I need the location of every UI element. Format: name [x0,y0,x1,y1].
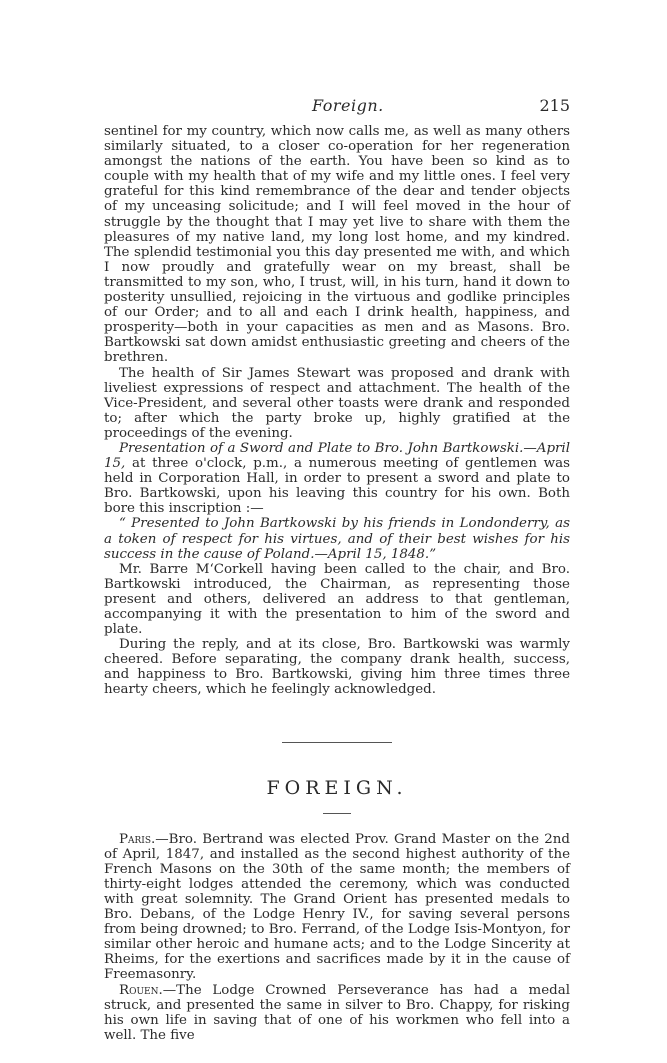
inscription-quote: “ Presented to John Bartkowski by his friends in Londonderry, as a token of respect for his virtues, and of their best wishes for his success in the cause of Poland.—April 15, 1848.” [104,516,570,562]
paragraph [104,441,570,516]
title-rule [323,813,351,814]
place-label: Rouen. [119,982,163,998]
article-bartkowski-speech [104,124,570,441]
paragraph: Mr. Barre M‘Corkell having been called to the chair, and Bro. Bartkowski introduced, the Chairman, as representing those present and others, delivered an address to that gentleman, accompanying it with the presentation to him of the sword and plate. [104,561,570,638]
paragraph-text: —The Lodge Crowned Perseverance has had a medal struck, and presented the same in silver to Bro. Chappy, for risking his own life in saving that of one of his workmen who fell into a well. The five [104,982,570,1043]
page-number: 215 [539,96,570,115]
place-label: Paris. [119,831,156,847]
paragraph [104,983,570,1043]
paragraph: The health of Sir James Stewart was proposed and drank with liveliest expressions of respect and attachment. The health of the Vice-President, and several other toasts were drank and responded to; after which the party broke up, highly gratified at the proceedings of the evening. [104,365,570,441]
running-head [104,96,570,124]
paragraph [104,832,570,983]
article-text: at three o'clock, p.m., a numerous meeting of gentlemen was held in Corporation Hall, in order to present a sword and plate to Bro. Bartkowski, upon his leaving this country for his own. Both bore this inscription :— [104,456,570,517]
article-sword-presentation [104,441,570,698]
paragraph: sentinel for my country, which now calls me, as well as many others similarly situated, to a closer co-operation for her regeneration amongst the nations of the earth. You have been so kind as to couple with my health that of my wife and my little ones. I feel very grateful for this kind remembrance of the dear and tender objects of my unceasing solicitude; and I will feel moved in the hour of struggle by the thought that I may yet live to share with them the pleasures of my native land, my long lost home, and my kindred. The splendid testimonial you this day presented me with, and which I now proudly and gratefully wear on my breast, shall be transmitted to my son, who, I trust, will, in his turn, hand it down to posterity unsullied, rejoicing in the virtuous and godlike principles of our Order; and to all and each I drink health, happiness, and prosperity—both in your capacities as men and as Masons. Bro. Bartkowski sat down amidst enthusiastic greeting and cheers of the brethren. [104,124,570,366]
paragraph: During the reply, and at its close, Bro. Bartkowski was warmly cheered. Before separating, the company drank health, success, and happiness to Bro. Bartkowski, giving him three times three hearty cheers, which he feelingly acknowledged. [104,637,570,698]
paragraph-text: —Bro. Bertrand was elected Prov. Grand Master on the 2nd of April, 1847, and installed as the second highest authority of the French Masons on the 30th of the same month; the members of thirty-eight lodges attended the ceremony, which was conducted with great solemnity. The Grand Orient has presented medals to Bro. Debans, of the Lodge Henry IV., for saving several persons from being drowned; to Bro. Ferrand, of the Lodge Isis-Montyon, for similar other heroic and humane acts; and to the Lodge Sincerity at Rheims, for the exertions and sacrifices made by it in the cause of Freemasonry. [104,831,570,983]
article-heading: Presentation of a Sword and Plate to Bro. John Bartkowski.—April 15, [104,440,570,472]
book-page [104,96,570,1043]
section-divider [282,742,392,743]
foreign-section [104,832,570,1043]
section-title: FOREIGN. [266,776,408,799]
running-title: Foreign. [312,96,384,115]
